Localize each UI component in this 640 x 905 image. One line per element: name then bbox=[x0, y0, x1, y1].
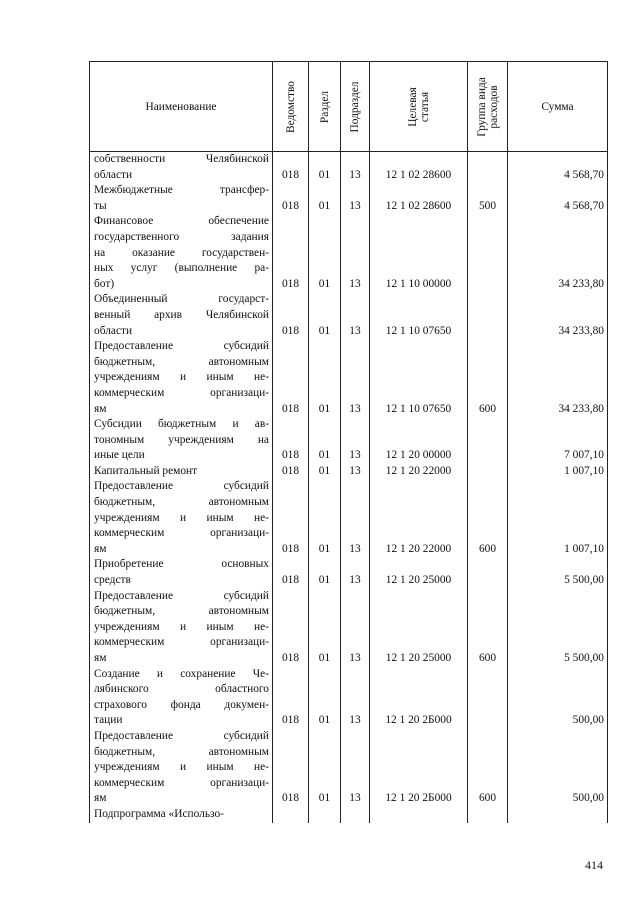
row-vedomstvo: 018 bbox=[273, 479, 309, 557]
row-summa: 500,00 bbox=[508, 729, 608, 807]
row-podrazdel: 13 bbox=[341, 417, 370, 464]
row-celevaya-statya: 12 1 20 25000 bbox=[370, 589, 468, 667]
row-name-line: Капитальный ремонт bbox=[94, 464, 198, 477]
row-razdel: 01 bbox=[309, 729, 341, 807]
row-name-line: Межбюджетные трансфер- bbox=[94, 184, 269, 197]
row-vedomstvo: 018 bbox=[273, 557, 309, 588]
row-celevaya-statya: 12 1 20 2Б000 bbox=[370, 729, 468, 807]
row-name-line: коммерческим организаци- bbox=[94, 636, 269, 649]
row-summa bbox=[508, 807, 608, 823]
row-celevaya-statya bbox=[370, 807, 468, 823]
row-name bbox=[90, 214, 273, 292]
row-celevaya-statya: 12 1 02 28600 bbox=[370, 183, 468, 214]
row-name-line: собственности Челябинской bbox=[94, 153, 269, 165]
row-summa: 7 007,10 bbox=[508, 417, 608, 464]
row-gruppa bbox=[468, 152, 508, 184]
row-name-line: Предоставление субсидий bbox=[94, 589, 269, 602]
row-name-line: тономным учреждениям на bbox=[94, 433, 269, 446]
row-name-line: коммерческим организаци- bbox=[94, 386, 269, 399]
row-razdel: 01 bbox=[309, 152, 341, 184]
row-name-line: лябинского областного bbox=[94, 683, 269, 696]
row-razdel: 01 bbox=[309, 214, 341, 292]
row-vedomstvo: 018 bbox=[273, 183, 309, 214]
row-gruppa: 500 bbox=[468, 183, 508, 214]
row-summa: 34 233,80 bbox=[508, 339, 608, 417]
row-podrazdel: 13 bbox=[341, 589, 370, 667]
table-row bbox=[90, 557, 608, 588]
row-gruppa bbox=[468, 417, 508, 464]
row-name-line: Финансовое обеспечение bbox=[94, 215, 269, 228]
row-gruppa bbox=[468, 667, 508, 729]
table-row bbox=[90, 807, 608, 823]
row-name bbox=[90, 183, 273, 214]
header-gruppa-vida-rashodov: Группа вида расходов bbox=[468, 62, 508, 152]
row-summa: 5 500,00 bbox=[508, 557, 608, 588]
row-name bbox=[90, 557, 273, 588]
row-podrazdel: 13 bbox=[341, 152, 370, 184]
row-summa: 1 007,10 bbox=[508, 464, 608, 480]
row-name-line: коммерческим организаци- bbox=[94, 527, 269, 540]
row-summa: 5 500,00 bbox=[508, 589, 608, 667]
row-name-line: учреждениям и иным не- bbox=[94, 511, 269, 524]
row-name-line: государственного задания bbox=[94, 230, 269, 243]
row-name-line: ям bbox=[94, 402, 107, 415]
row-celevaya-statya: 12 1 20 22000 bbox=[370, 479, 468, 557]
row-gruppa bbox=[468, 557, 508, 588]
header-name: Наименование bbox=[90, 62, 273, 152]
row-summa: 4 568,70 bbox=[508, 183, 608, 214]
row-gruppa: 600 bbox=[468, 339, 508, 417]
row-podrazdel: 13 bbox=[341, 183, 370, 214]
row-name-line: Предоставление субсидий bbox=[94, 480, 269, 493]
row-name-line: коммерческим организаци- bbox=[94, 776, 269, 789]
row-name-line: иные цели bbox=[94, 449, 145, 462]
row-celevaya-statya: 12 1 10 07650 bbox=[370, 292, 468, 339]
row-vedomstvo: 018 bbox=[273, 464, 309, 480]
table-body bbox=[90, 152, 608, 823]
row-razdel: 01 bbox=[309, 183, 341, 214]
row-razdel: 01 bbox=[309, 339, 341, 417]
row-podrazdel: 13 bbox=[341, 667, 370, 729]
row-razdel: 01 bbox=[309, 464, 341, 480]
row-gruppa: 600 bbox=[468, 479, 508, 557]
row-celevaya-statya: 12 1 20 2Б000 bbox=[370, 667, 468, 729]
row-celevaya-statya: 12 1 10 07650 bbox=[370, 339, 468, 417]
row-name-line: тации bbox=[94, 714, 123, 727]
table-row bbox=[90, 292, 608, 339]
row-name-line: ных услуг (выполнение ра- bbox=[94, 262, 269, 275]
budget-table bbox=[89, 61, 608, 823]
row-vedomstvo: 018 bbox=[273, 339, 309, 417]
row-name-line: Субсидии бюджетным и ав- bbox=[94, 418, 269, 431]
row-gruppa: 600 bbox=[468, 729, 508, 807]
row-gruppa bbox=[468, 292, 508, 339]
row-name-line: области bbox=[94, 168, 133, 181]
row-name-line: бюджетным, автономным bbox=[94, 496, 269, 509]
page-number: 414 bbox=[585, 858, 603, 872]
row-celevaya-statya: 12 1 20 25000 bbox=[370, 557, 468, 588]
row-name-line: Подпрограмма «Использо- bbox=[94, 807, 224, 820]
row-name-line: ям bbox=[94, 792, 107, 805]
row-name-line: Создание и сохранение Че- bbox=[94, 667, 269, 680]
row-name bbox=[90, 417, 273, 464]
row-vedomstvo: 018 bbox=[273, 667, 309, 729]
row-podrazdel: 13 bbox=[341, 729, 370, 807]
row-gruppa: 600 bbox=[468, 589, 508, 667]
row-name-line: средств bbox=[94, 574, 131, 587]
row-name-line: бот) bbox=[94, 277, 115, 290]
row-razdel: 01 bbox=[309, 667, 341, 729]
row-name bbox=[90, 479, 273, 557]
row-razdel bbox=[309, 807, 341, 823]
row-name-line: венный архив Челябинской bbox=[94, 308, 269, 321]
row-vedomstvo: 018 bbox=[273, 152, 309, 184]
row-vedomstvo bbox=[273, 807, 309, 823]
row-celevaya-statya: 12 1 20 22000 bbox=[370, 464, 468, 480]
row-gruppa bbox=[468, 214, 508, 292]
header-razdel: Раздел bbox=[309, 62, 341, 152]
row-name bbox=[90, 807, 273, 823]
row-razdel: 01 bbox=[309, 479, 341, 557]
row-podrazdel bbox=[341, 807, 370, 823]
row-razdel: 01 bbox=[309, 292, 341, 339]
row-razdel: 01 bbox=[309, 417, 341, 464]
row-name-line: учреждениям и иным не- bbox=[94, 371, 269, 384]
row-celevaya-statya: 12 1 20 00000 bbox=[370, 417, 468, 464]
table-row bbox=[90, 729, 608, 807]
header-vedomstvo: Ведомство bbox=[273, 62, 309, 152]
row-name-line: ям bbox=[94, 542, 107, 555]
row-podrazdel: 13 bbox=[341, 292, 370, 339]
row-vedomstvo: 018 bbox=[273, 729, 309, 807]
row-name-line: Предоставление субсидий bbox=[94, 729, 269, 742]
table-row bbox=[90, 589, 608, 667]
row-summa: 1 007,10 bbox=[508, 479, 608, 557]
row-name-line: Объединенный государст- bbox=[94, 293, 269, 306]
row-name bbox=[90, 339, 273, 417]
table-row bbox=[90, 479, 608, 557]
row-vedomstvo: 018 bbox=[273, 417, 309, 464]
row-summa: 34 233,80 bbox=[508, 292, 608, 339]
row-celevaya-statya: 12 1 10 00000 bbox=[370, 214, 468, 292]
row-podrazdel: 13 bbox=[341, 557, 370, 588]
header-summa: Сумма bbox=[508, 62, 608, 152]
row-summa: 4 568,70 bbox=[508, 152, 608, 184]
row-summa: 500,00 bbox=[508, 667, 608, 729]
row-name bbox=[90, 464, 273, 480]
row-name-line: бюджетным, автономным bbox=[94, 355, 269, 368]
row-vedomstvo: 018 bbox=[273, 292, 309, 339]
table-row bbox=[90, 214, 608, 292]
row-summa: 34 233,80 bbox=[508, 214, 608, 292]
table-row bbox=[90, 667, 608, 729]
row-name bbox=[90, 667, 273, 729]
row-name-line: Предоставление субсидий bbox=[94, 340, 269, 353]
table-row bbox=[90, 183, 608, 214]
row-vedomstvo: 018 bbox=[273, 589, 309, 667]
header-celevaya-statya: Целевая статья bbox=[370, 62, 468, 152]
row-name-line: бюджетным, автономным bbox=[94, 745, 269, 758]
row-name-line: на оказание государствен- bbox=[94, 246, 269, 259]
row-name-line: Приобретение основных bbox=[94, 558, 269, 571]
row-podrazdel: 13 bbox=[341, 339, 370, 417]
row-name-line: учреждениям и иным не- bbox=[94, 761, 269, 774]
row-name-line: страхового фонда докумен- bbox=[94, 698, 269, 711]
row-razdel: 01 bbox=[309, 589, 341, 667]
row-name bbox=[90, 729, 273, 807]
table-header bbox=[90, 62, 608, 152]
row-name-line: учреждениям и иным не- bbox=[94, 620, 269, 633]
row-name-line: бюджетным, автономным bbox=[94, 605, 269, 618]
row-gruppa bbox=[468, 807, 508, 823]
row-name-line: ям bbox=[94, 652, 107, 664]
row-podrazdel: 13 bbox=[341, 479, 370, 557]
table-row bbox=[90, 464, 608, 480]
row-podrazdel: 13 bbox=[341, 464, 370, 480]
row-name bbox=[90, 589, 273, 667]
row-celevaya-statya: 12 1 02 28600 bbox=[370, 152, 468, 184]
row-name bbox=[90, 292, 273, 339]
table-row bbox=[90, 339, 608, 417]
row-gruppa bbox=[468, 464, 508, 480]
table-row bbox=[90, 417, 608, 464]
row-name-line: ты bbox=[94, 199, 107, 212]
row-razdel: 01 bbox=[309, 557, 341, 588]
header-podrazdel: Подраздел bbox=[341, 62, 370, 152]
row-podrazdel: 13 bbox=[341, 214, 370, 292]
table-row bbox=[90, 152, 608, 184]
row-name bbox=[90, 152, 273, 184]
row-name-line: области bbox=[94, 324, 133, 337]
row-vedomstvo: 018 bbox=[273, 214, 309, 292]
